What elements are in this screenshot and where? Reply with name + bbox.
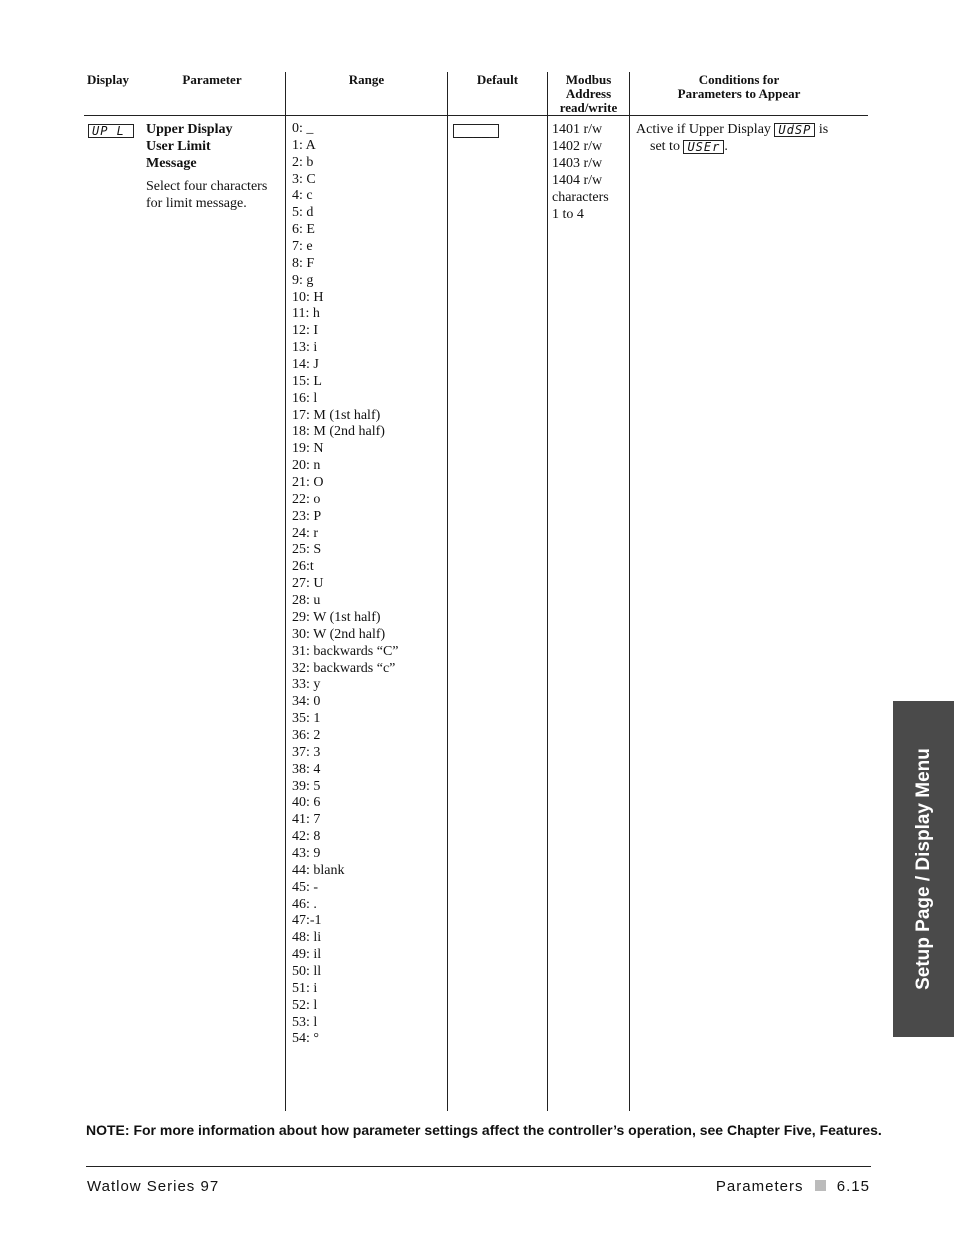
column-divider-range: [285, 72, 286, 1111]
range-item: 20: n: [292, 458, 321, 474]
column-divider-conditions: [629, 72, 630, 1111]
display-cell: [88, 122, 134, 140]
square-bullet-icon: [815, 1180, 826, 1191]
range-item: 30: W (2nd half): [292, 626, 386, 642]
range-item: 52: l: [292, 997, 318, 1013]
range-item: 37: 3: [292, 744, 321, 760]
range-item: 50: ll: [292, 963, 322, 979]
range-item: 32: backwards “c”: [292, 660, 396, 676]
range-item: 6: E: [292, 222, 315, 238]
column-divider-modbus: [547, 72, 548, 1111]
condition-code-user: USEr: [683, 140, 724, 154]
range-item: 14: J: [292, 357, 319, 373]
range-item: 33: y: [292, 677, 321, 693]
range-item: 40: 6: [292, 795, 321, 811]
range-item: 21: O: [292, 475, 324, 491]
range-item: 26:t: [292, 559, 314, 575]
range-item: 36: 2: [292, 727, 321, 743]
default-cell: [453, 122, 499, 140]
header-default: Default: [476, 72, 519, 87]
conditions-mid: is: [818, 122, 829, 137]
range-item: 2: b: [292, 154, 314, 170]
footer-rule: [86, 1166, 871, 1167]
range-item: 25: S: [292, 542, 322, 558]
range-item: 12: I: [292, 323, 319, 339]
footer-section: Parameters: [715, 1178, 804, 1195]
range-item: 35: 1: [292, 711, 321, 727]
conditions-set-to: set to: [650, 139, 680, 154]
conditions-end: .: [724, 139, 728, 154]
range-item: 49: il: [292, 947, 322, 963]
parameter-cell: [146, 121, 281, 212]
range-item: 51: i: [292, 980, 318, 996]
parameter-description: Select four characters for limit message.: [146, 179, 268, 211]
range-item: 23: P: [292, 508, 322, 524]
range-item: 43: 9: [292, 845, 321, 861]
range-item: 39: 5: [292, 778, 321, 794]
range-item: 9: g: [292, 272, 314, 288]
range-item: 22: o: [292, 491, 321, 507]
footer-left: Watlow Series 97: [87, 1178, 220, 1195]
default-code: ____: [453, 124, 499, 138]
header-range: Range: [348, 72, 385, 87]
range-item: 53: l: [292, 1014, 318, 1030]
range-item: 4: c: [292, 188, 313, 204]
range-item: 18: M (2nd half): [292, 424, 385, 440]
condition-code-udsp: UdSP: [774, 123, 815, 137]
range-item: 47:-1: [292, 913, 322, 929]
header-parameter: Parameter: [182, 72, 242, 87]
range-item: 0: _: [292, 121, 314, 136]
range-item: 27: U: [292, 576, 324, 592]
page-number: 6.15: [836, 1178, 870, 1195]
range-item: 10: H: [292, 289, 324, 305]
conditions-prefix: Active if Upper Display: [636, 122, 771, 137]
side-tab-label: Setup Page / Display Menu: [912, 748, 934, 990]
range-item: 5: d: [292, 205, 314, 221]
range-item: 24: r: [292, 525, 319, 541]
range-item: 3: C: [292, 171, 316, 187]
range-list: [292, 121, 399, 1048]
note-text: NOTE: For more information about how parameter settings affect the controller’s operation, see Chapter Five, Features.: [86, 1122, 882, 1138]
footer-right: [716, 1178, 870, 1195]
range-item: 44: blank: [292, 862, 345, 878]
range-item: 19: N: [292, 441, 324, 457]
conditions-cell: [636, 121, 864, 155]
range-item: 16: l: [292, 390, 318, 406]
header-rule: [84, 115, 868, 116]
range-item: 45: -: [292, 879, 319, 895]
range-item: 1: A: [292, 137, 316, 153]
range-item: 11: h: [292, 306, 320, 322]
range-item: 34: 0: [292, 694, 321, 710]
parameter-title: Upper Display User Limit Message: [146, 122, 233, 171]
display-code-upl: UP L: [88, 124, 134, 138]
range-item: 7: e: [292, 239, 313, 255]
range-item: 41: 7: [292, 812, 321, 828]
range-item: 48: li: [292, 930, 322, 946]
range-item: 38: 4: [292, 761, 321, 777]
modbus-address: 1401 r/w 1402 r/w 1403 r/w 1404 r/w characters 1 to 4: [552, 122, 609, 222]
column-divider-default: [447, 72, 448, 1111]
range-item: 31: backwards “C”: [292, 643, 399, 659]
header-conditions: Conditions for Parameters to Appear: [677, 72, 801, 101]
header-modbus: Modbus Address read/write: [559, 72, 618, 115]
range-item: 54: °: [292, 1031, 319, 1047]
side-tab: [893, 701, 954, 1037]
range-item: 29: W (1st half): [292, 609, 381, 625]
range-item: 17: M (1st half): [292, 407, 381, 423]
range-item: 28: u: [292, 593, 321, 609]
range-item: 46: .: [292, 896, 317, 912]
header-display: Display: [87, 72, 129, 87]
range-item: 13: i: [292, 340, 318, 356]
range-item: 42: 8: [292, 829, 321, 845]
range-item: 15: L: [292, 373, 322, 389]
range-item: 8: F: [292, 255, 315, 271]
